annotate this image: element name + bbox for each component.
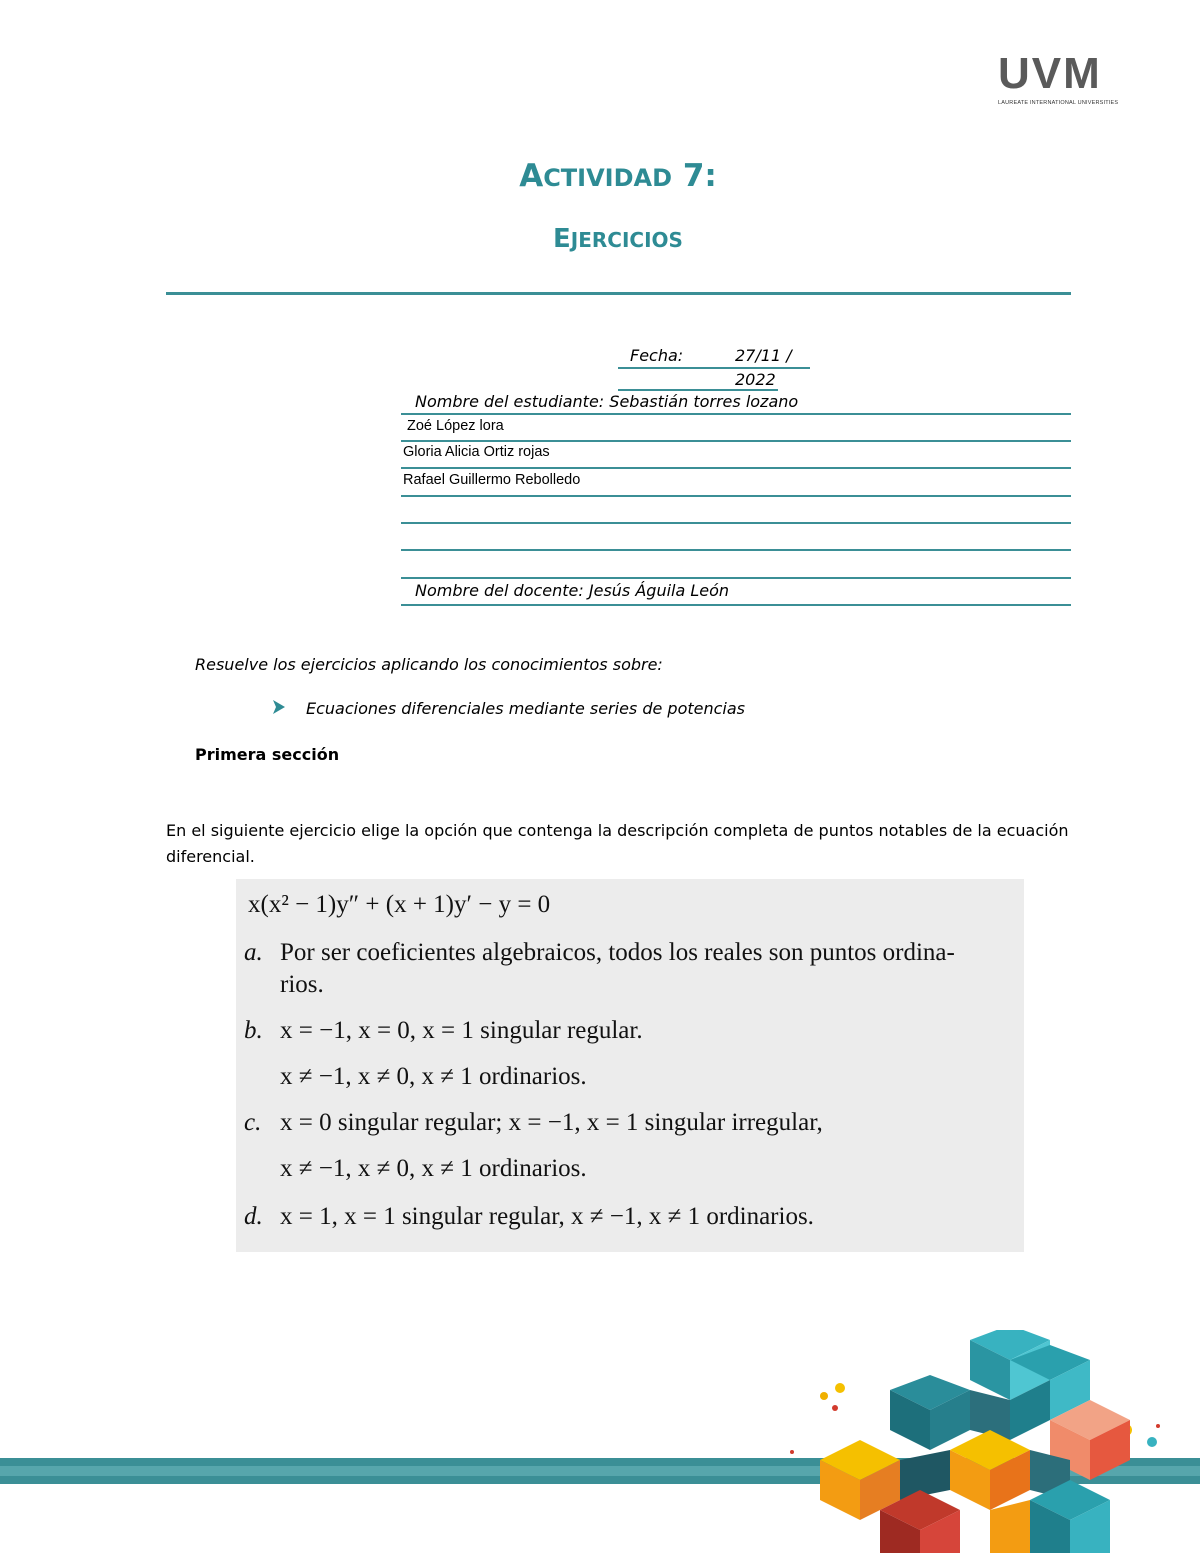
activity-subtitle: EJERCICIOS	[553, 224, 683, 254]
student-name: Sebastián torres lozano	[609, 392, 799, 411]
fecha-value: 27/11 /	[735, 346, 792, 365]
fecha-year: 2022	[735, 370, 776, 389]
logo-subtitle: LAUREATE INTERNATIONAL UNIVERSITIES	[998, 100, 1119, 106]
option-a-text-cont: rios.	[280, 971, 324, 998]
student-label: Nombre del estudiante:	[415, 392, 605, 411]
arrowhead-bullet-icon	[272, 699, 286, 719]
option-letter: c.	[244, 1109, 262, 1136]
logo-text: UVM	[998, 49, 1102, 98]
info-line	[401, 495, 1071, 497]
instructions-intro: Resuelve los ejercicios aplicando los conocimientos sobre:	[195, 655, 663, 674]
info-line	[401, 604, 1071, 606]
exercise-box	[236, 879, 1024, 1252]
instructions-bullet: Ecuaciones diferenciales mediante series de potencias	[306, 699, 746, 718]
option-letter: a.	[244, 939, 263, 966]
option-letter: b.	[244, 1017, 263, 1044]
section-prompt: En el siguiente ejercicio elige la opción que contenga la descripción completa de puntos notables de la ecuación diferencial.	[166, 821, 1069, 866]
uvm-logo	[998, 49, 1122, 106]
info-line	[401, 440, 1071, 442]
option-b-text-cont: x ≠ −1, x ≠ 0, x ≠ 1 ordinarios.	[280, 1063, 587, 1090]
info-line	[401, 577, 1071, 579]
option-c-text: x = 0 singular regular; x = −1, x = 1 singular irregular,	[280, 1109, 823, 1136]
section-heading: Primera sección	[195, 745, 340, 764]
docente-name: Jesús Águila León	[588, 581, 730, 600]
member-name: Gloria Alicia Ortiz rojas	[403, 444, 550, 460]
docente-row	[415, 581, 729, 600]
fecha-underline	[618, 367, 810, 369]
info-line	[401, 413, 1071, 415]
option-b-text: x = −1, x = 0, x = 1 singular regular.	[280, 1017, 643, 1044]
option-letter: d.	[244, 1203, 263, 1230]
activity-title: ACTIVIDAD 7:	[519, 158, 717, 194]
docente-label: Nombre del docente:	[415, 581, 584, 600]
differential-equation: x(x² − 1)y″ + (x + 1)y′ − y = 0	[248, 891, 551, 918]
info-line	[401, 467, 1071, 469]
option-a-text: Por ser coeficientes algebraicos, todos los reales son puntos ordina-	[280, 939, 955, 966]
option-d-text: x = 1, x = 1 singular regular, x ≠ −1, x ≠ 1 ordinarios.	[280, 1203, 814, 1230]
fecha-label: Fecha:	[630, 346, 684, 365]
title-divider	[166, 292, 1071, 295]
member-name: Zoé López lora	[407, 418, 504, 434]
student-row	[415, 392, 798, 411]
option-c-text-cont: x ≠ −1, x ≠ 0, x ≠ 1 ordinarios.	[280, 1155, 587, 1182]
info-line	[401, 549, 1071, 551]
fecha-year-underline	[618, 389, 778, 391]
info-line	[401, 522, 1071, 524]
decorative-cubes	[780, 1330, 1200, 1553]
member-name: Rafael Guillermo Rebolledo	[403, 472, 581, 488]
